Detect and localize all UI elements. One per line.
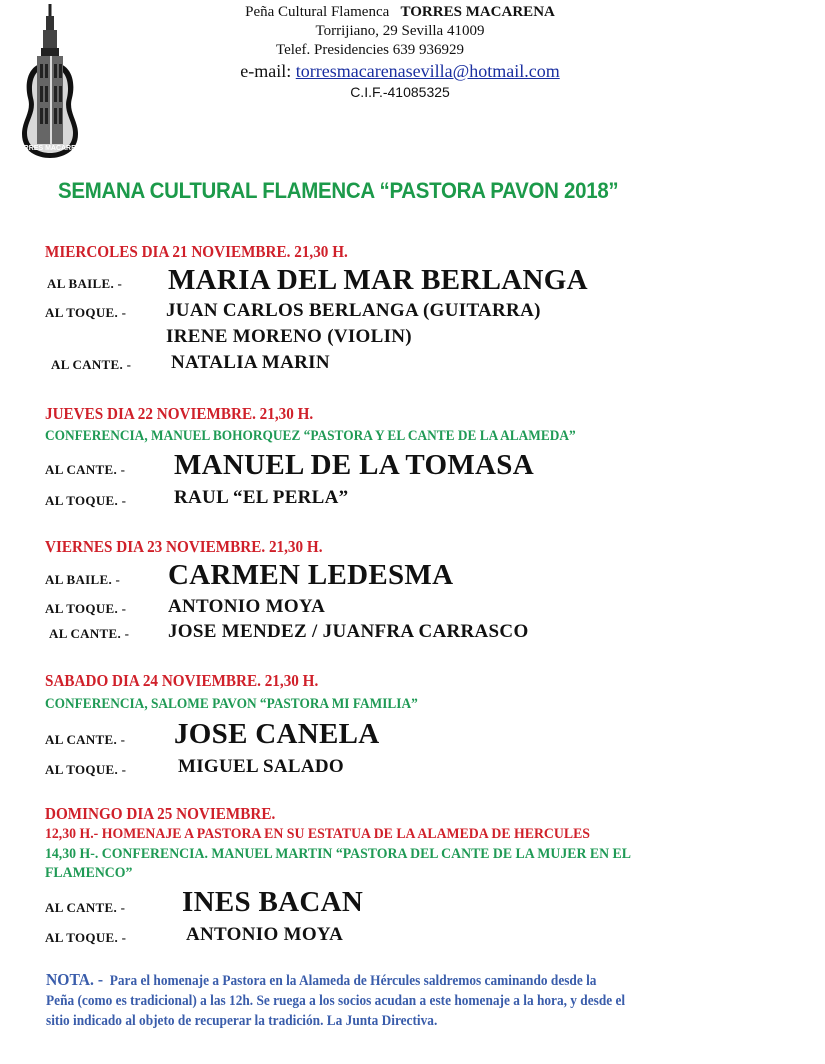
role-label: AL CANTE. -	[45, 462, 126, 477]
role-label: AL TOQUE. -	[45, 930, 127, 945]
performer-name: JOSE MENDEZ / JUANFRA CARRASCO	[168, 621, 529, 642]
performer-name: JOSE CANELA	[174, 718, 380, 750]
phone: Telef. Presidencies 639 936929	[275, 42, 465, 58]
day-heading-sabado: SABADO DIA 24 NOVIEMBRE. 21,30 H.	[45, 671, 319, 690]
role-label: AL CANTE. -	[45, 900, 126, 915]
homage-line: 12,30 H.- HOMENAJE A PASTORA EN SU ESTATUA DE LA ALAMEDA DE HERCULES	[45, 826, 590, 842]
role-label: AL TOQUE. -	[45, 305, 127, 320]
performer-name: JUAN CARLOS BERLANGA (GUITARRA)	[166, 300, 541, 321]
day-heading-miercoles: MIERCOLES DIA 21 NOVIEMBRE. 21,30 H.	[45, 242, 348, 261]
address: Torrijiano, 29 Sevilla 41009	[315, 23, 485, 39]
performer-name: IRENE MORENO (VIOLIN)	[166, 326, 412, 347]
day-heading-viernes: VIERNES DIA 23 NOVIEMBRE. 21,30 H.	[45, 537, 323, 556]
performer-name: MIGUEL SALADO	[178, 756, 344, 777]
performer-name: CARMEN LEDESMA	[168, 559, 454, 591]
role-label: AL CANTE. -	[45, 732, 126, 747]
email-link[interactable]: torresmacarenasevilla@hotmail.com	[295, 61, 560, 81]
role-label: AL TOQUE. -	[45, 493, 127, 508]
cif: C.I.F.-41085325	[350, 84, 450, 100]
day-heading-jueves: JUEVES DIA 22 NOVIEMBRE. 21,30 H.	[45, 404, 314, 423]
day-heading-domingo: DOMINGO DIA 25 NOVIEMBRE.	[45, 804, 276, 823]
conference-line: FLAMENCO”	[45, 865, 133, 881]
role-label: AL BAILE. -	[45, 572, 121, 587]
performer-name: NATALIA MARIN	[171, 352, 330, 373]
note-line-3: sitio indicado al objeto de recuperar la tradición. La Junta Directiva.	[46, 1013, 438, 1029]
note-line-1: Para el homenaje a Pastora en la Alameda de Hércules saldremos caminando desde la	[109, 973, 597, 989]
email-label: e-mail:	[240, 61, 292, 81]
note-block	[46, 970, 745, 1031]
conference-line: CONFERENCIA, SALOME PAVON “PASTORA MI FAMILIA”	[45, 696, 418, 712]
performer-name: RAUL “EL PERLA”	[174, 487, 349, 508]
org-name: TORRES MACARENA	[400, 4, 555, 20]
performer-name: MANUEL DE LA TOMASA	[174, 449, 534, 481]
role-label: AL CANTE. -	[51, 357, 132, 372]
note-label: NOTA. -	[46, 970, 104, 989]
performer-name: MARIA DEL MAR BERLANGA	[168, 264, 588, 296]
role-label: AL TOQUE. -	[45, 601, 127, 616]
conference-line: CONFERENCIA, MANUEL BOHORQUEZ “PASTORA Y EL CANTE DE LA ALAMEDA”	[45, 428, 576, 444]
note-line-2: Peña (como es tradicional) a las 12h. Se ruega a los socios acudan a este homenaje a la hora, y desde el	[46, 993, 626, 1009]
performer-name: INES BACAN	[182, 886, 364, 918]
svg-text:TORRES MACARENA: TORRES MACARENA	[14, 145, 86, 152]
role-label: AL CANTE. -	[49, 626, 130, 641]
role-label: AL BAILE. -	[47, 276, 123, 291]
email-line	[150, 60, 650, 82]
performer-name: ANTONIO MOYA	[186, 924, 344, 945]
performer-name: ANTONIO MOYA	[168, 596, 326, 617]
org-prefix: Peña Cultural Flamenca	[245, 4, 390, 20]
torres-macarena-logo	[14, 2, 86, 158]
org-name-line	[150, 3, 650, 21]
conference-line: 14,30 H-. CONFERENCIA. MANUEL MARTIN “PASTORA DEL CANTE DE LA MUJER EN EL	[45, 846, 631, 862]
role-label: AL TOQUE. -	[45, 762, 127, 777]
page-title: SEMANA CULTURAL FLAMENCA “PASTORA PAVON 2018”	[58, 178, 619, 203]
